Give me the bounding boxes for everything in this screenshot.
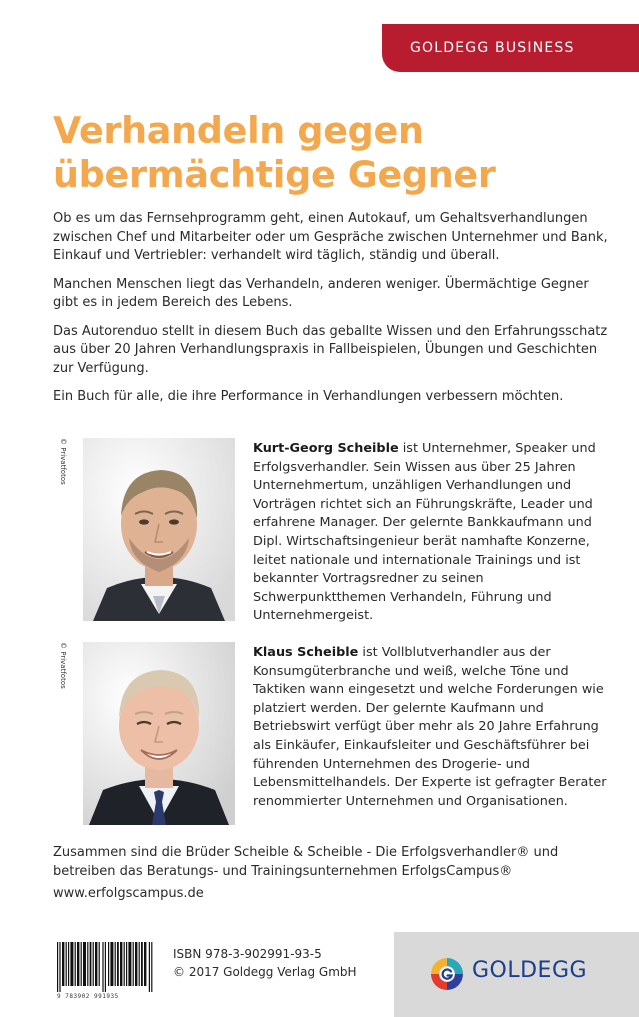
intro-paragraph: Ein Buch für alle, die ihre Performance in Verhandlungen verbessern möchten. — [53, 389, 564, 404]
barcode — [57, 942, 153, 992]
intro-paragraph: Das Autorenduo stellt in diesem Buch das geballte Wissen und den Erfahrungsschatz aus über 20 Jahren Verhandlungspraxis in Fallbeispielen, Übungen und Geschichten zur Verfügung. — [53, 323, 608, 376]
author-bio-kurt-georg — [253, 440, 615, 626]
copyright-notice: © 2017 Goldegg Verlag GmbH — [173, 965, 357, 979]
title-line-2: übermächtige Gegner — [53, 152, 496, 196]
outro-paragraph: Zusammen sind die Brüder Scheible & Scheible - Die Erfolgsverhandler® und betreiben das Beratungs- und Trainingsunternehmen ErfolgsCampus® — [53, 845, 559, 879]
intro-paragraph: Ob es um das Fernsehprogramm geht, einen Autokauf, um Gehaltsverhandlungen zwischen Chef und Mitarbeiter oder um Gespräche zwischen Unternehmer und Bank, Einkauf und Vertriebler: verhandelt wird täglich, ständig und überall. — [53, 211, 608, 263]
author-bio-text: ist Unternehmer, Speaker und Erfolgsverhandler. Sein Wissen aus über 25 Jahren Unternehmertum, unzähligen Verhandlungen und Vorträgen richtet sich an Führungskräfte, Leader und erfahrene Manager. Der gelernte Bankkaufmann und Dipl. Wirtschaftsingenieur berät namhafte Konzerne, leitet nationale und internationale Trainings und ist bekannter Vortragsredner zu seinen Schwerpunktthemen Verhandeln, Führung und Unternehmergeist. — [253, 441, 596, 624]
isbn-number: ISBN 978-3-902991-93-5 — [173, 947, 322, 961]
book-title — [53, 109, 613, 197]
title-line-1: Verhandeln gegen — [53, 109, 424, 152]
author-name: Kurt-Georg Scheible — [253, 441, 399, 456]
author-name: Klaus Scheible — [253, 645, 359, 660]
author-bio-klaus — [253, 644, 615, 811]
publisher-logo-box — [394, 932, 639, 1017]
outro-text — [53, 843, 613, 881]
author-photo-kurt-georg — [83, 438, 235, 621]
website-link[interactable]: www.erfolgscampus.de — [53, 886, 204, 901]
photo-credit: © Privatfotos — [59, 438, 67, 485]
author-bio-text: ist Vollblutverhandler aus der Konsumgüterbranche und weiß, welche Töne und Taktiken wann eingesetzt und welche Forderungen wie platziert werden. Der gelernte Kaufmann und Betriebswirt verfügt über mehr als 20 Jahre Erfahrung als Einkäufer, Einkaufsleiter und Geschäftsführer bei führenden Unternehmen des Drogerie- und Lebensmittelhandels. Der Experte ist gefragter Berater renommierter Unternehmen und Organisationen. — [253, 645, 607, 809]
goldegg-logo-icon — [428, 955, 466, 993]
barcode-digits: 9 783902 991935 — [57, 993, 119, 1000]
intro-paragraph: Manchen Menschen liegt das Verhandeln, anderen weniger. Übermächtige Gegner gibt es in jedem Bereich des Lebens. — [53, 276, 589, 310]
intro-text — [53, 210, 613, 417]
series-tab — [382, 24, 639, 72]
imprint-info — [173, 945, 357, 981]
publisher-logo-text: GOLDEGG — [472, 958, 588, 983]
author-photo-klaus — [83, 642, 235, 825]
author-section-kurt-georg — [53, 438, 613, 624]
photo-credit: © Privatfotos — [59, 642, 67, 689]
author-section-klaus — [53, 642, 613, 825]
series-label: GOLDEGG BUSINESS — [410, 40, 575, 56]
